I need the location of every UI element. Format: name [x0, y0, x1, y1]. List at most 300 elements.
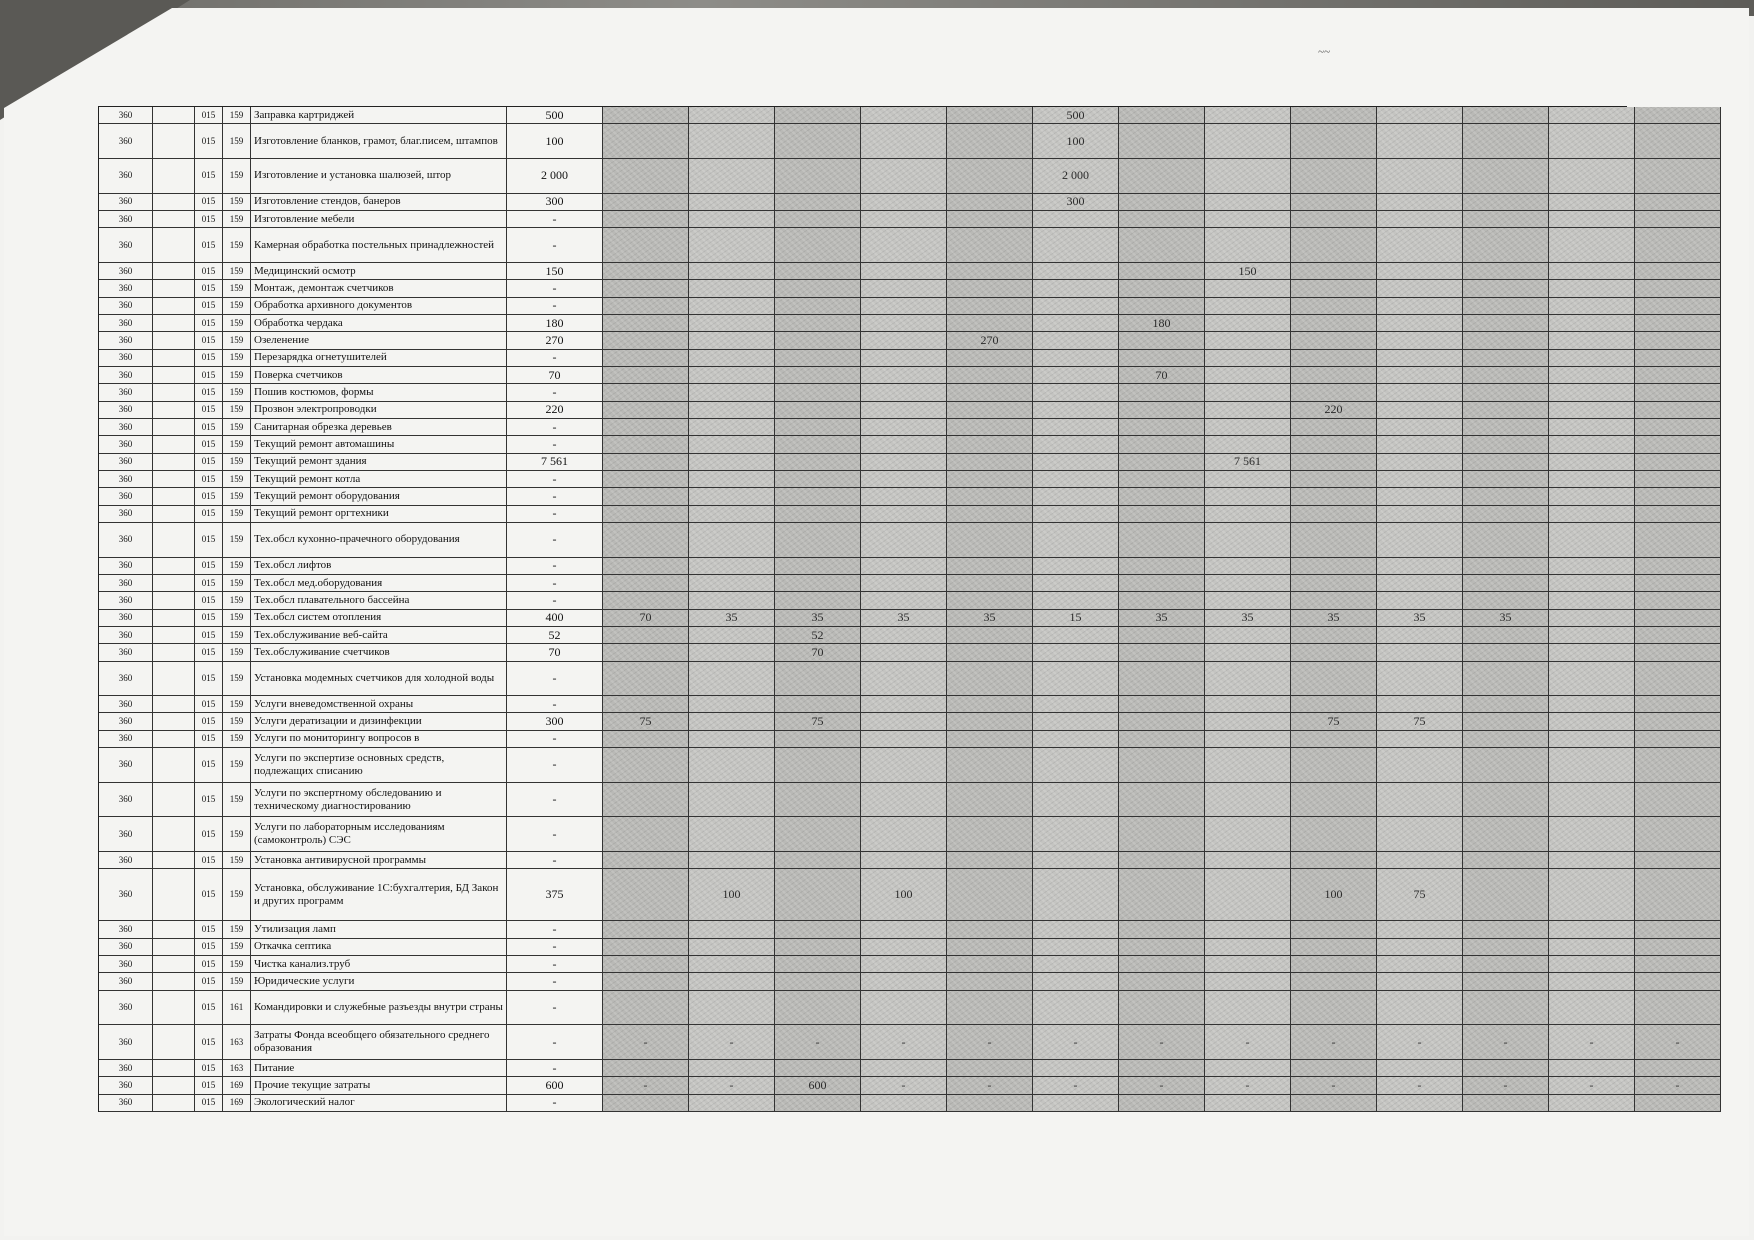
month-value-cell [1291, 315, 1377, 332]
row-total-cell: - [507, 748, 603, 783]
row-name-cell: Текущий ремонт оргтехники [251, 506, 507, 523]
row-code-cell: 360 [99, 506, 153, 523]
row-article-cell: 159 [223, 315, 251, 332]
month-value-cell [947, 384, 1033, 401]
row-subcode-cell: 015 [195, 402, 223, 419]
row-total-cell: - [507, 921, 603, 938]
row-total-cell: 300 [507, 713, 603, 730]
row-name-cell: Юридические услуги [251, 973, 507, 990]
month-value-cell [603, 159, 689, 194]
month-value-cell [1205, 159, 1291, 194]
row-subcode-cell: 015 [195, 1060, 223, 1077]
month-value-cell [603, 783, 689, 818]
month-value-cell [1033, 939, 1119, 956]
month-value-cell [1205, 696, 1291, 713]
month-value-cell [603, 575, 689, 592]
row-code-cell: 360 [99, 124, 153, 159]
row-blank-cell [153, 973, 195, 990]
row-subcode-cell: 015 [195, 332, 223, 349]
row-article-cell: 159 [223, 627, 251, 644]
month-value-cell [1377, 107, 1463, 124]
month-value-cell [603, 991, 689, 1026]
month-value-cell [1205, 124, 1291, 159]
month-value-cell [1463, 506, 1549, 523]
row-article-cell: 159 [223, 384, 251, 401]
month-value-cell [775, 107, 861, 124]
row-code-cell: 360 [99, 350, 153, 367]
month-value-cell [947, 315, 1033, 332]
month-value-cell [861, 194, 947, 211]
month-value-cell: - [1635, 1025, 1721, 1060]
row-total-cell: - [507, 280, 603, 297]
month-value-cell [1463, 852, 1549, 869]
row-subcode-cell: 015 [195, 350, 223, 367]
month-value-cell [1205, 298, 1291, 315]
month-value-cell [1377, 662, 1463, 697]
month-value-cell [1549, 610, 1635, 627]
month-value-cell [1549, 419, 1635, 436]
month-value-cell [603, 488, 689, 505]
month-value-cell [1377, 228, 1463, 263]
row-article-cell: 159 [223, 107, 251, 124]
row-article-cell: 159 [223, 713, 251, 730]
month-value-cell [1033, 280, 1119, 297]
row-code-cell: 360 [99, 921, 153, 938]
month-value-cell [689, 523, 775, 558]
month-value-cell [689, 488, 775, 505]
row-total-cell: - [507, 852, 603, 869]
row-name-cell: Затраты Фонда всеобщего обязательного среднего образования [251, 1025, 507, 1060]
month-value-cell [1205, 488, 1291, 505]
row-subcode-cell: 015 [195, 1095, 223, 1112]
row-code-cell: 360 [99, 713, 153, 730]
row-name-cell: Экологический налог [251, 1095, 507, 1112]
month-value-cell [1635, 280, 1721, 297]
month-value-cell [861, 748, 947, 783]
row-code-cell: 360 [99, 419, 153, 436]
month-value-cell [689, 748, 775, 783]
month-value-cell: 220 [1291, 402, 1377, 419]
month-value-cell [1291, 419, 1377, 436]
month-value-cell [947, 662, 1033, 697]
month-value-cell [689, 159, 775, 194]
row-code-cell: 360 [99, 298, 153, 315]
month-value-cell [1033, 367, 1119, 384]
month-value-cell: - [947, 1025, 1033, 1060]
row-blank-cell [153, 610, 195, 627]
month-value-cell: - [1549, 1077, 1635, 1094]
month-value-cell [1205, 783, 1291, 818]
row-blank-cell [153, 748, 195, 783]
month-value-cell [603, 332, 689, 349]
row-subcode-cell: 015 [195, 644, 223, 661]
month-value-cell [1377, 211, 1463, 228]
month-value-cell [1463, 228, 1549, 263]
month-value-cell: 35 [775, 610, 861, 627]
month-value-cell [947, 575, 1033, 592]
month-value-cell [1291, 817, 1377, 852]
row-blank-cell [153, 662, 195, 697]
month-value-cell [1377, 852, 1463, 869]
month-value-cell [1377, 419, 1463, 436]
month-value-cell [1377, 748, 1463, 783]
month-value-cell [1635, 696, 1721, 713]
row-article-cell: 159 [223, 939, 251, 956]
row-blank-cell [153, 211, 195, 228]
month-value-cell [1635, 194, 1721, 211]
row-subcode-cell: 015 [195, 627, 223, 644]
row-name-cell: Текущий ремонт котла [251, 471, 507, 488]
row-name-cell: Утилизация ламп [251, 921, 507, 938]
row-total-cell: - [507, 575, 603, 592]
month-value-cell [861, 939, 947, 956]
row-article-cell: 169 [223, 1095, 251, 1112]
month-value-cell [861, 211, 947, 228]
month-value-cell [861, 315, 947, 332]
row-code-cell: 360 [99, 592, 153, 609]
month-value-cell [689, 1060, 775, 1077]
month-value-cell [1377, 696, 1463, 713]
month-value-cell [861, 402, 947, 419]
month-value-cell [1463, 194, 1549, 211]
row-code-cell: 360 [99, 280, 153, 297]
row-total-cell: - [507, 228, 603, 263]
month-value-cell [1119, 713, 1205, 730]
month-value-cell [861, 956, 947, 973]
month-value-cell [1463, 662, 1549, 697]
month-value-cell [1377, 817, 1463, 852]
month-value-cell [1377, 939, 1463, 956]
row-article-cell: 159 [223, 332, 251, 349]
month-value-cell [1291, 211, 1377, 228]
row-total-cell: - [507, 298, 603, 315]
month-value-cell: 70 [1119, 367, 1205, 384]
row-article-cell: 159 [223, 921, 251, 938]
row-blank-cell [153, 817, 195, 852]
month-value-cell [861, 124, 947, 159]
month-value-cell [1463, 159, 1549, 194]
row-name-cell: Установка антивирусной программы [251, 852, 507, 869]
month-value-cell [775, 783, 861, 818]
month-value-cell [603, 194, 689, 211]
row-total-cell: - [507, 1060, 603, 1077]
row-subcode-cell: 015 [195, 921, 223, 938]
month-value-cell [1377, 367, 1463, 384]
month-value-cell [1119, 506, 1205, 523]
month-value-cell [775, 263, 861, 280]
month-value-cell [947, 350, 1033, 367]
month-value-cell [1119, 402, 1205, 419]
row-subcode-cell: 015 [195, 419, 223, 436]
month-value-cell [1549, 280, 1635, 297]
month-value-cell: - [1205, 1077, 1291, 1094]
month-value-cell [947, 748, 1033, 783]
month-value-cell [1033, 315, 1119, 332]
month-value-cell [689, 696, 775, 713]
month-value-cell [775, 384, 861, 401]
month-value-cell [861, 644, 947, 661]
row-code-cell: 360 [99, 332, 153, 349]
row-total-cell: 7 561 [507, 454, 603, 471]
month-value-cell [1377, 558, 1463, 575]
row-subcode-cell: 015 [195, 488, 223, 505]
month-value-cell [1205, 956, 1291, 973]
month-value-cell [1291, 159, 1377, 194]
row-subcode-cell: 015 [195, 713, 223, 730]
row-blank-cell [153, 228, 195, 263]
row-name-cell: Заправка картриджей [251, 107, 507, 124]
month-value-cell [603, 627, 689, 644]
row-subcode-cell: 015 [195, 731, 223, 748]
month-value-cell [1119, 696, 1205, 713]
month-value-cell [1291, 298, 1377, 315]
month-value-cell [1205, 662, 1291, 697]
month-value-cell [1377, 991, 1463, 1026]
month-value-cell: 35 [1205, 610, 1291, 627]
row-total-cell: - [507, 817, 603, 852]
month-value-cell [947, 592, 1033, 609]
month-value-cell [1291, 973, 1377, 990]
month-value-cell: 75 [1377, 713, 1463, 730]
month-value-cell [603, 315, 689, 332]
row-total-cell: - [507, 662, 603, 697]
month-value-cell [1549, 852, 1635, 869]
month-value-cell [1033, 471, 1119, 488]
month-value-cell [775, 523, 861, 558]
month-value-cell [775, 869, 861, 921]
month-value-cell [1635, 558, 1721, 575]
signature-mark: ~~ [1318, 46, 1330, 58]
month-value-cell: - [1549, 1025, 1635, 1060]
month-value-cell: 70 [775, 644, 861, 661]
month-value-cell [775, 991, 861, 1026]
row-article-cell: 169 [223, 1077, 251, 1094]
row-blank-cell [153, 384, 195, 401]
month-value-cell: 35 [1119, 610, 1205, 627]
row-blank-cell [153, 869, 195, 921]
row-total-cell: - [507, 696, 603, 713]
month-value-cell [1549, 298, 1635, 315]
row-blank-cell [153, 852, 195, 869]
month-value-cell [1205, 384, 1291, 401]
month-value-cell [1377, 627, 1463, 644]
month-value-cell [603, 263, 689, 280]
month-value-cell [1033, 973, 1119, 990]
month-value-cell: 70 [603, 610, 689, 627]
month-value-cell: 35 [1377, 610, 1463, 627]
month-value-cell [1119, 124, 1205, 159]
month-value-cell [1549, 124, 1635, 159]
row-name-cell: Услуги дератизации и дизинфекции [251, 713, 507, 730]
month-value-cell [947, 194, 1033, 211]
month-value-cell [1549, 263, 1635, 280]
row-total-cell: - [507, 436, 603, 453]
month-value-cell [1635, 419, 1721, 436]
month-value-cell [861, 332, 947, 349]
row-name-cell: Текущий ремонт автомашины [251, 436, 507, 453]
month-value-cell: 100 [1033, 124, 1119, 159]
row-code-cell: 360 [99, 696, 153, 713]
month-value-cell [689, 1095, 775, 1112]
row-total-cell: - [507, 592, 603, 609]
row-blank-cell [153, 159, 195, 194]
month-value-cell: 180 [1119, 315, 1205, 332]
month-value-cell [1205, 107, 1291, 124]
month-value-cell [1205, 869, 1291, 921]
month-value-cell [1119, 332, 1205, 349]
month-value-cell [689, 644, 775, 661]
month-value-cell [861, 107, 947, 124]
month-value-cell [603, 956, 689, 973]
row-article-cell: 159 [223, 228, 251, 263]
month-value-cell [1205, 367, 1291, 384]
month-value-cell [603, 558, 689, 575]
row-total-cell: 500 [507, 107, 603, 124]
row-subcode-cell: 015 [195, 159, 223, 194]
month-value-cell [1119, 488, 1205, 505]
month-value-cell [1549, 506, 1635, 523]
row-article-cell: 159 [223, 523, 251, 558]
month-value-cell [1119, 350, 1205, 367]
month-value-cell [1291, 939, 1377, 956]
month-value-cell [1205, 471, 1291, 488]
row-code-cell: 360 [99, 523, 153, 558]
row-blank-cell [153, 991, 195, 1026]
month-value-cell: - [1119, 1077, 1205, 1094]
row-code-cell: 360 [99, 973, 153, 990]
month-value-cell [775, 211, 861, 228]
month-value-cell [947, 696, 1033, 713]
row-article-cell: 159 [223, 956, 251, 973]
month-value-cell [603, 939, 689, 956]
month-value-cell [1463, 817, 1549, 852]
month-value-cell [1549, 939, 1635, 956]
month-value-cell [1549, 644, 1635, 661]
month-value-cell [689, 575, 775, 592]
month-value-cell [1291, 956, 1377, 973]
row-article-cell: 159 [223, 159, 251, 194]
row-subcode-cell: 015 [195, 991, 223, 1026]
month-value-cell [603, 454, 689, 471]
row-article-cell: 159 [223, 211, 251, 228]
month-value-cell [1205, 280, 1291, 297]
month-value-cell [1463, 592, 1549, 609]
month-value-cell [775, 662, 861, 697]
month-value-cell [1119, 298, 1205, 315]
month-value-cell [1549, 956, 1635, 973]
month-value-cell [689, 627, 775, 644]
row-blank-cell [153, 956, 195, 973]
month-value-cell [1033, 869, 1119, 921]
row-blank-cell [153, 1025, 195, 1060]
row-total-cell: 180 [507, 315, 603, 332]
month-value-cell [1119, 159, 1205, 194]
month-value-cell [1119, 783, 1205, 818]
month-value-cell [1377, 575, 1463, 592]
month-value-cell [689, 817, 775, 852]
row-subcode-cell: 015 [195, 471, 223, 488]
month-value-cell [861, 817, 947, 852]
row-total-cell: - [507, 973, 603, 990]
month-value-cell [1033, 298, 1119, 315]
month-value-cell [603, 523, 689, 558]
row-blank-cell [153, 713, 195, 730]
month-value-cell: 2 000 [1033, 159, 1119, 194]
month-value-cell [1291, 107, 1377, 124]
month-value-cell [689, 228, 775, 263]
month-value-cell [947, 228, 1033, 263]
month-value-cell [1635, 332, 1721, 349]
month-value-cell [1549, 436, 1635, 453]
row-code-cell: 360 [99, 402, 153, 419]
month-value-cell [1549, 973, 1635, 990]
month-value-cell [1549, 228, 1635, 263]
month-value-cell [947, 558, 1033, 575]
row-name-cell: Услуги по мониторингу вопросов в [251, 731, 507, 748]
month-value-cell: - [689, 1025, 775, 1060]
row-name-cell: Изготовление и установка шалюзей, штор [251, 159, 507, 194]
month-value-cell [1119, 956, 1205, 973]
month-value-cell [1463, 315, 1549, 332]
month-value-cell [1033, 644, 1119, 661]
month-value-cell [1635, 627, 1721, 644]
row-total-cell: 70 [507, 367, 603, 384]
month-value-cell [603, 852, 689, 869]
month-value-cell [1549, 713, 1635, 730]
row-article-cell: 159 [223, 436, 251, 453]
row-code-cell: 360 [99, 748, 153, 783]
month-value-cell [1463, 575, 1549, 592]
row-code-cell: 360 [99, 471, 153, 488]
row-subcode-cell: 015 [195, 817, 223, 852]
month-value-cell [1291, 124, 1377, 159]
month-value-cell [1205, 939, 1291, 956]
month-value-cell [1033, 592, 1119, 609]
month-value-cell [1549, 783, 1635, 818]
month-value-cell [1119, 280, 1205, 297]
month-value-cell [1205, 315, 1291, 332]
row-blank-cell [153, 332, 195, 349]
month-value-cell [689, 939, 775, 956]
month-value-cell [775, 921, 861, 938]
month-value-cell [947, 939, 1033, 956]
row-code-cell: 360 [99, 454, 153, 471]
row-blank-cell [153, 1077, 195, 1094]
month-value-cell [1635, 350, 1721, 367]
month-value-cell [775, 731, 861, 748]
row-article-cell: 159 [223, 558, 251, 575]
month-value-cell [603, 211, 689, 228]
month-value-cell [1119, 454, 1205, 471]
month-value-cell [861, 488, 947, 505]
month-value-cell [689, 332, 775, 349]
month-value-cell [1033, 506, 1119, 523]
row-blank-cell [153, 350, 195, 367]
month-value-cell [947, 731, 1033, 748]
row-code-cell: 360 [99, 211, 153, 228]
row-total-cell: - [507, 384, 603, 401]
row-subcode-cell: 015 [195, 211, 223, 228]
month-value-cell [689, 211, 775, 228]
month-value-cell [1463, 471, 1549, 488]
month-value-cell [1549, 696, 1635, 713]
month-value-cell: - [861, 1077, 947, 1094]
month-value-cell [1549, 575, 1635, 592]
month-value-cell [775, 696, 861, 713]
row-total-cell: 220 [507, 402, 603, 419]
row-total-cell: - [507, 731, 603, 748]
month-value-cell [1291, 471, 1377, 488]
